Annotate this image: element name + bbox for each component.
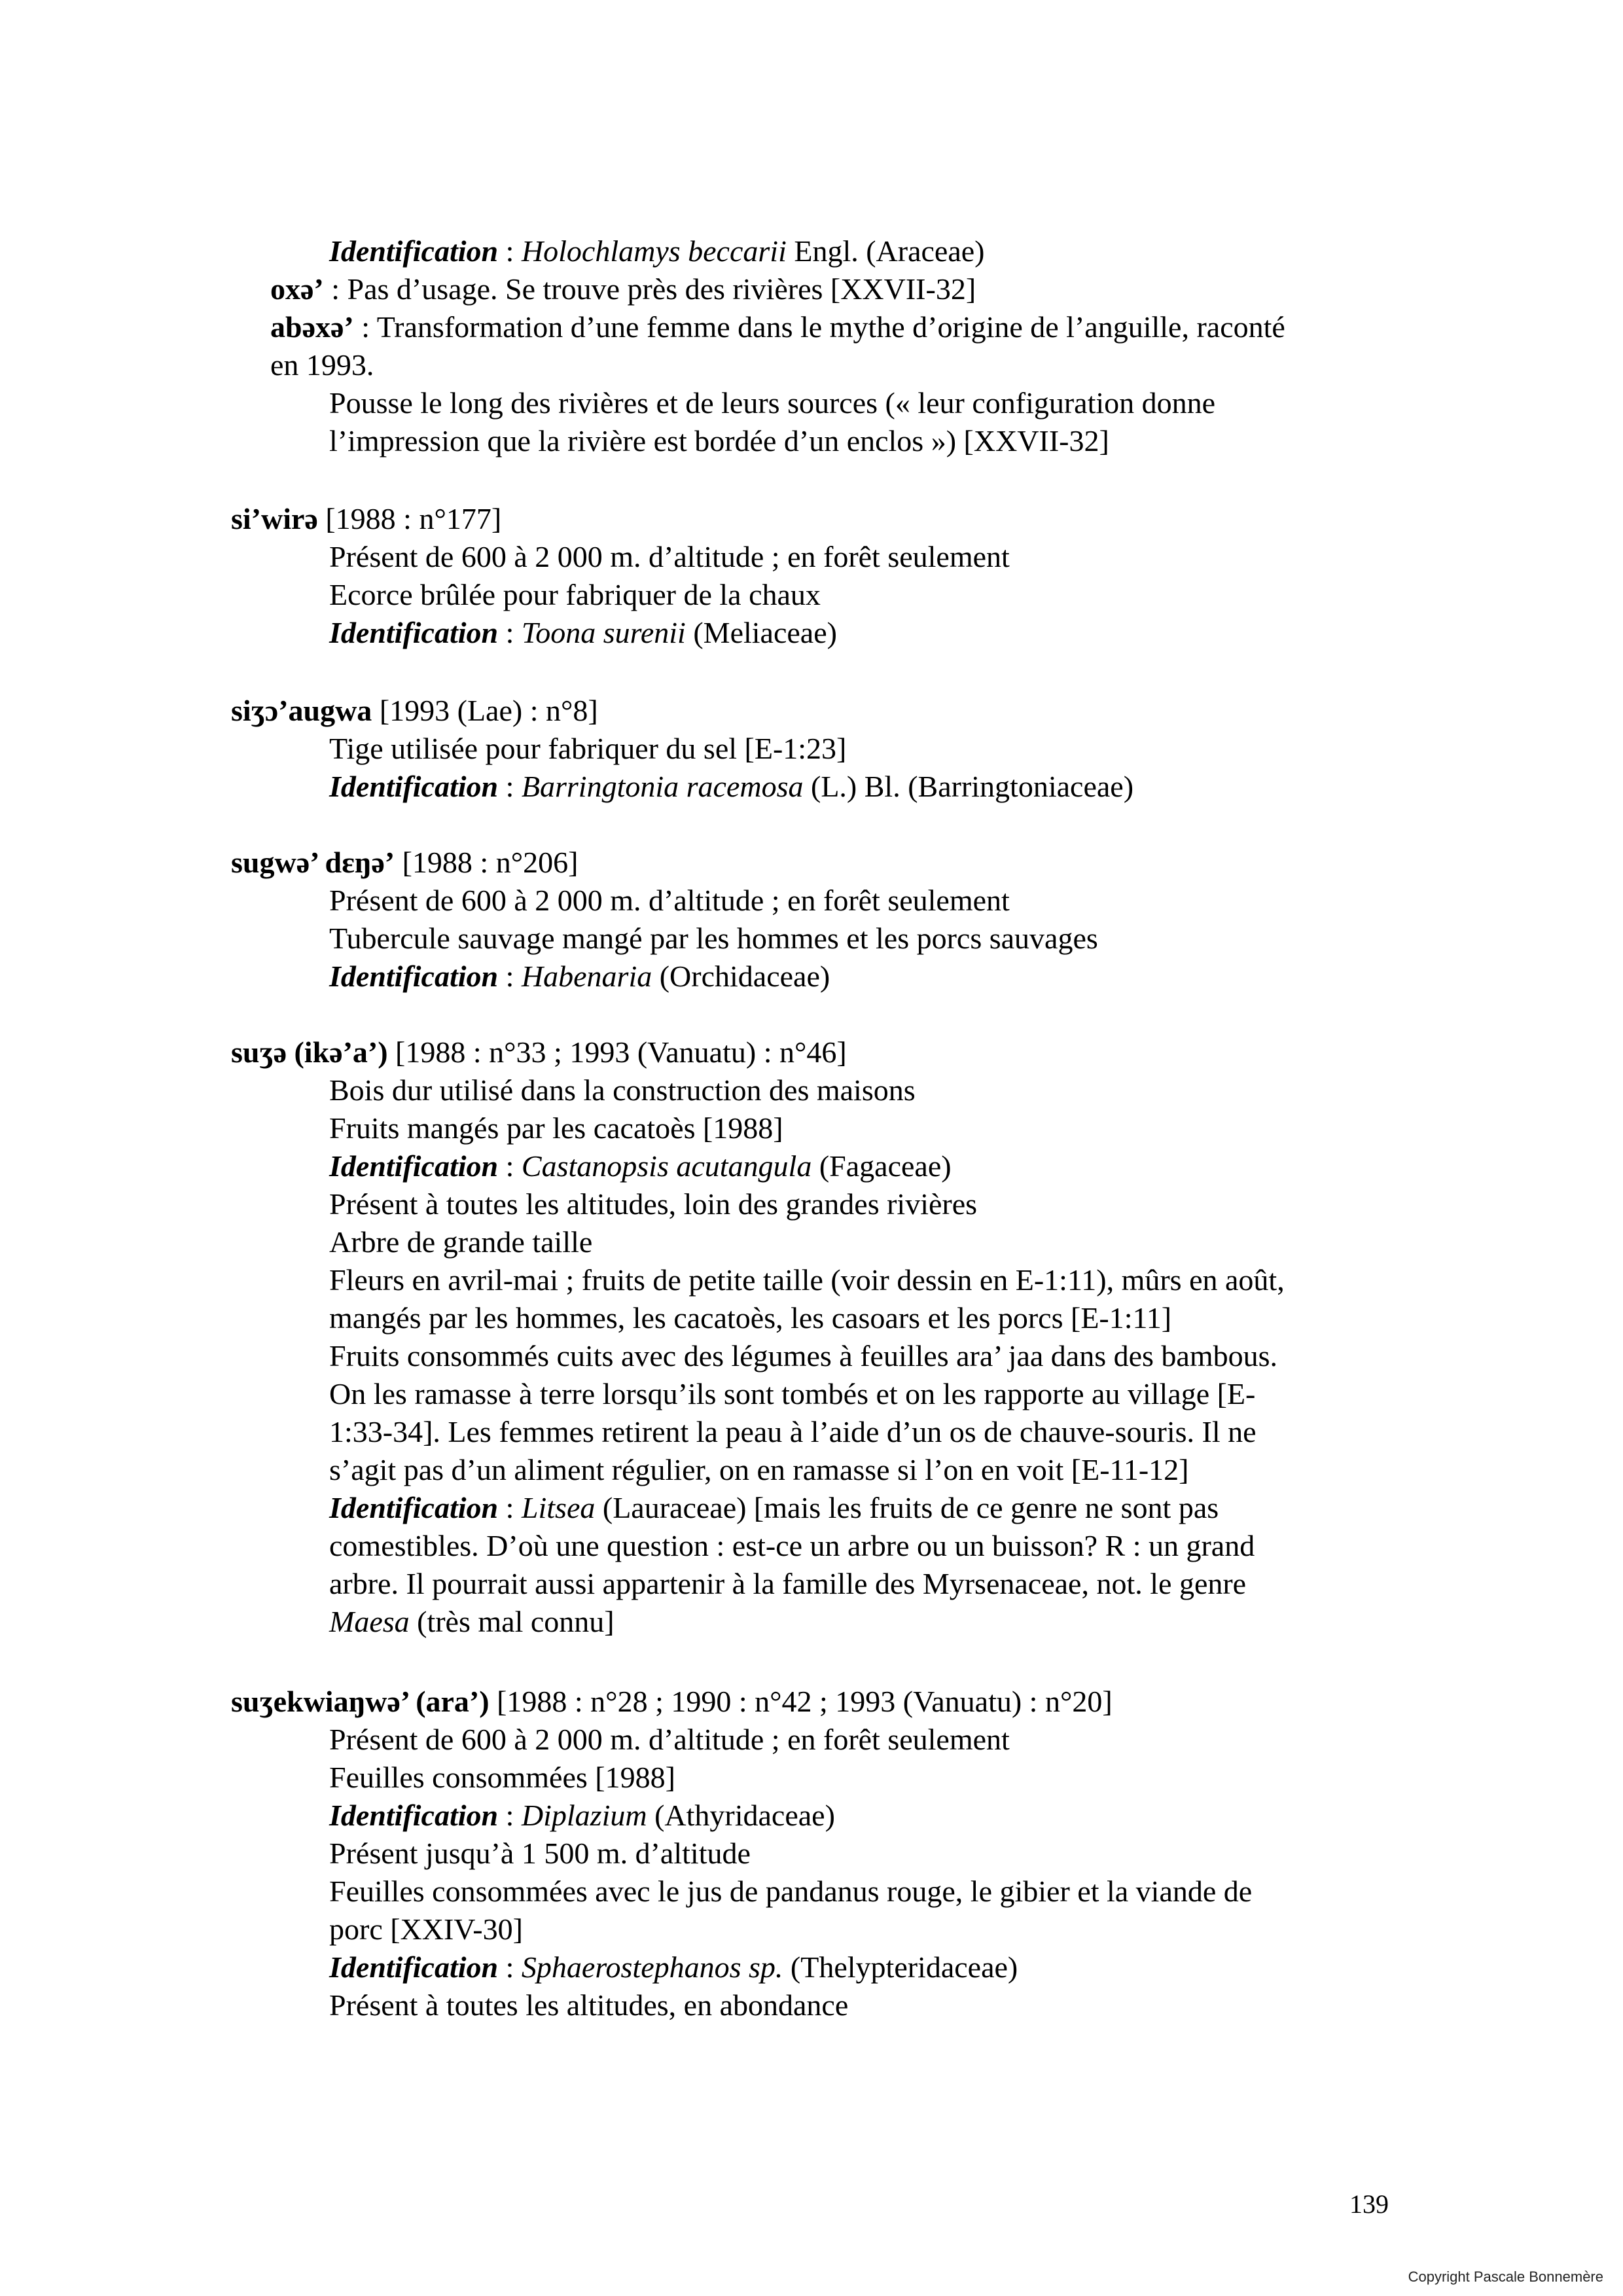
headword: oxə’ bbox=[270, 272, 324, 306]
taxon-name: Maesa bbox=[329, 1605, 410, 1638]
entry-line bbox=[329, 1721, 1010, 1759]
entry-headline bbox=[231, 1683, 1113, 1721]
text-run: (Fagaceae) bbox=[812, 1149, 952, 1183]
taxon-name: Diplazium bbox=[521, 1799, 647, 1832]
text-run: [1988 : n°28 ; 1990 : n°42 ; 1993 (Vanuatu) : n°20] bbox=[489, 1685, 1113, 1718]
entry-line bbox=[329, 1375, 1255, 1413]
text-run: Présent à toutes les altitudes, loin des grandes rivières bbox=[329, 1187, 978, 1221]
text-run: s’agit pas d’un aliment régulier, on en ramasse si l’on en voit [E-11-12] bbox=[329, 1453, 1189, 1486]
entry-line bbox=[329, 1759, 675, 1797]
text-run: Tubercule sauvage mangé par les hommes et les porcs sauvages bbox=[329, 922, 1098, 955]
entry-line bbox=[329, 768, 1133, 806]
text-run: (L.) Bl. (Barringtoniaceae) bbox=[803, 770, 1134, 803]
text-run: Présent de 600 à 2 000 m. d’altitude ; en forêt seulement bbox=[329, 1723, 1010, 1756]
text-run: : Transformation d’une femme dans le mythe d’origine de l’anguille, raconté bbox=[353, 310, 1285, 344]
text-run: [1993 (Lae) : n°8] bbox=[372, 694, 598, 727]
taxon-name: Castanopsis acutangula bbox=[521, 1149, 812, 1183]
headword: abəxə’ bbox=[270, 310, 354, 344]
text-run: : Pas d’usage. Se trouve près des rivières [XXVII-32] bbox=[323, 272, 976, 306]
headword: sugwə’ dɛŋə’ bbox=[231, 846, 395, 879]
text-run: : bbox=[498, 616, 522, 649]
text-run: Fruits consommés cuits avec des légumes à feuilles ara’ jaa dans des bambous. bbox=[329, 1339, 1278, 1372]
text-run: [1988 : n°206] bbox=[395, 846, 579, 879]
entry-line bbox=[270, 270, 976, 308]
text-run: Feuilles consommées [1988] bbox=[329, 1761, 675, 1794]
entry-line bbox=[329, 730, 846, 768]
text-run: porc [XXIV-30] bbox=[329, 1912, 523, 1946]
text-run: Arbre de grande taille bbox=[329, 1225, 593, 1259]
text-run: On les ramasse à terre lorsqu’ils sont tombés et on les rapporte au village [E- bbox=[329, 1377, 1256, 1410]
entry-line bbox=[329, 1603, 615, 1641]
text-run: : bbox=[498, 770, 522, 803]
text-run: Ecorce brûlée pour fabriquer de la chaux bbox=[329, 578, 821, 611]
text-run: Présent jusqu’à 1 500 m. d’altitude bbox=[329, 1837, 751, 1870]
identification-label: Identification bbox=[329, 234, 499, 268]
text-run: : bbox=[498, 960, 522, 993]
text-run: : bbox=[498, 1149, 522, 1183]
identification-label: Identification bbox=[329, 616, 499, 649]
entry-line bbox=[329, 1261, 1285, 1299]
entry-line bbox=[329, 614, 837, 652]
identification-label: Identification bbox=[329, 1149, 499, 1183]
text-run: Présent de 600 à 2 000 m. d’altitude ; en forêt seulement bbox=[329, 884, 1010, 917]
entry-line bbox=[329, 1185, 977, 1223]
entry-line bbox=[329, 538, 1010, 576]
text-run: (Orchidaceae) bbox=[652, 960, 830, 993]
entry-line bbox=[329, 1948, 1018, 1986]
text-run: 1:33-34]. Les femmes retirent la peau à l’aide d’un os de chauve-souris. Il ne bbox=[329, 1415, 1257, 1448]
entry-line bbox=[329, 882, 1010, 920]
taxon-name: Sphaerostephanos sp. bbox=[521, 1950, 783, 1984]
entry-headline bbox=[231, 692, 598, 730]
entry-line bbox=[329, 1797, 835, 1835]
entry-line bbox=[329, 422, 1109, 460]
headword: suʒekwiaŋwə’ (ara’) bbox=[231, 1685, 490, 1718]
entry-line bbox=[329, 1986, 848, 2024]
taxon-name: Toona surenii bbox=[521, 616, 686, 649]
entry-line bbox=[270, 308, 1285, 346]
entry-line bbox=[329, 1910, 523, 1948]
text-run: [1988 : n°177] bbox=[317, 502, 502, 535]
text-run: : bbox=[498, 234, 522, 268]
headword: suʒə (ikə’a’) bbox=[231, 1035, 388, 1069]
entry-line bbox=[329, 1489, 1219, 1527]
entry-line bbox=[329, 1109, 783, 1147]
entry-line bbox=[270, 346, 374, 384]
entry-line bbox=[329, 1527, 1255, 1565]
text-run: en 1993. bbox=[270, 348, 374, 382]
entry-line bbox=[329, 1223, 592, 1261]
entry-line bbox=[329, 1413, 1257, 1451]
entry-line bbox=[329, 1299, 1171, 1337]
text-run: Présent de 600 à 2 000 m. d’altitude ; en forêt seulement bbox=[329, 540, 1010, 573]
identification-label: Identification bbox=[329, 960, 499, 993]
page-number: 139 bbox=[1349, 2189, 1389, 2219]
text-run: arbre. Il pourrait aussi appartenir à la famille des Myrsenaceae, not. le genre bbox=[329, 1567, 1247, 1600]
text-run: (Thelypteridaceae) bbox=[783, 1950, 1018, 1984]
text-run: [1988 : n°33 ; 1993 (Vanuatu) : n°46] bbox=[387, 1035, 847, 1069]
text-run: Bois dur utilisé dans la construction des maisons bbox=[329, 1073, 916, 1107]
entry-line bbox=[329, 1071, 916, 1109]
text-run: (Athyridaceae) bbox=[647, 1799, 835, 1832]
text-run: (Lauraceae) [mais les fruits de ce genre ne sont pas bbox=[595, 1491, 1219, 1524]
text-run: (très mal connu] bbox=[409, 1605, 615, 1638]
entry-line bbox=[329, 958, 830, 996]
text-run: comestibles. D’où une question : est-ce un arbre ou un buisson? R : un grand bbox=[329, 1529, 1255, 1562]
text-run: : bbox=[498, 1950, 522, 1984]
text-run: Présent à toutes les altitudes, en abondance bbox=[329, 1988, 849, 2022]
entry-line bbox=[329, 1873, 1252, 1910]
entry-line bbox=[329, 1565, 1246, 1603]
identification-label: Identification bbox=[329, 770, 499, 803]
text-run: Engl. (Araceae) bbox=[786, 234, 985, 268]
taxon-name: Barringtonia racemosa bbox=[521, 770, 804, 803]
text-run: : bbox=[498, 1799, 522, 1832]
entry-line bbox=[329, 920, 1098, 958]
taxon-name: Litsea bbox=[521, 1491, 596, 1524]
entry-headline bbox=[231, 1033, 847, 1071]
text-run: : bbox=[498, 1491, 522, 1524]
identification-label: Identification bbox=[329, 1799, 499, 1832]
text-run: Fruits mangés par les cacatoès [1988] bbox=[329, 1111, 783, 1145]
entry-line bbox=[329, 576, 821, 614]
identification-label: Identification bbox=[329, 1491, 499, 1524]
headword: siʒɔ’augwa bbox=[231, 694, 372, 727]
copyright-notice: Copyright Pascale Bonnemère bbox=[1408, 2269, 1603, 2285]
entry-line bbox=[329, 1337, 1277, 1375]
taxon-name: Holochlamys beccarii bbox=[521, 234, 787, 268]
entry-line bbox=[329, 384, 1215, 422]
text-run: Tige utilisée pour fabriquer du sel [E-1:23] bbox=[329, 732, 847, 765]
entry-line bbox=[329, 1835, 751, 1873]
entry-headline bbox=[231, 500, 501, 538]
text-run: mangés par les hommes, les cacatoès, les casoars et les porcs [E-1:11] bbox=[329, 1301, 1172, 1335]
headword: si’wirə bbox=[231, 502, 318, 535]
text-run: (Meliaceae) bbox=[685, 616, 837, 649]
identification-label: Identification bbox=[329, 1950, 499, 1984]
text-run: Pousse le long des rivières et de leurs sources (« leur configuration donne bbox=[329, 386, 1216, 420]
entry-line bbox=[329, 1451, 1188, 1489]
text-run: l’impression que la rivière est bordée d’un enclos ») [XXVII-32] bbox=[329, 424, 1109, 457]
taxon-name: Habenaria bbox=[521, 960, 652, 993]
text-run: Fleurs en avril-mai ; fruits de petite taille (voir dessin en E-1:11), mûrs en août, bbox=[329, 1263, 1285, 1297]
text-run: Feuilles consommées avec le jus de pandanus rouge, le gibier et la viande de bbox=[329, 1874, 1253, 1908]
entry-headline bbox=[231, 844, 578, 882]
entry-line bbox=[329, 232, 985, 270]
entry-line bbox=[329, 1147, 952, 1185]
